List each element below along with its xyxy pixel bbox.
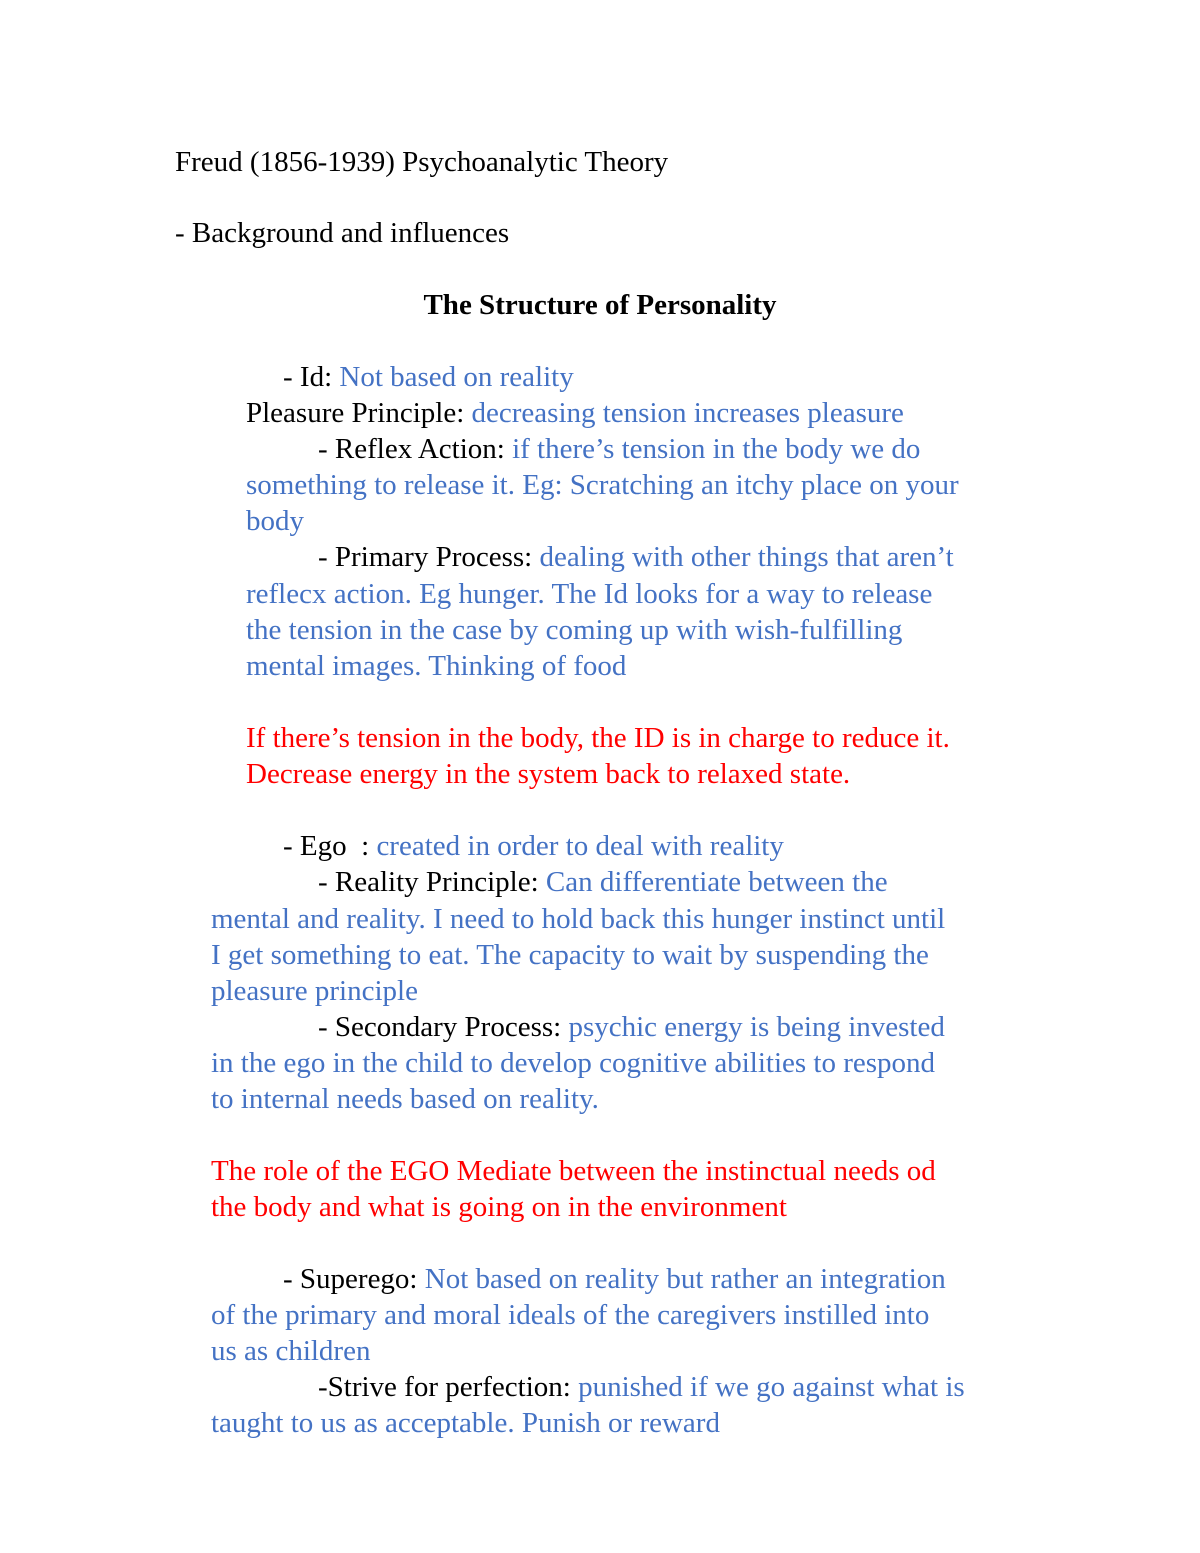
primary-process-line <box>318 539 954 575</box>
id-line <box>283 359 574 395</box>
reflex-action-text: if there’s tension in the body we do <box>504 433 921 465</box>
secondary-process-text-line: to internal needs based on reality. <box>211 1083 599 1115</box>
ego-label: - Ego : <box>283 830 370 862</box>
section-heading: The Structure of Personality <box>423 289 777 321</box>
strive-for-perfection-line <box>318 1369 965 1405</box>
primary-process-text-line: reflecx action. Eg hunger. The Id looks for a way to release <box>246 578 933 610</box>
secondary-process-text: psychic energy is being invested <box>561 1011 945 1043</box>
reflex-action-text-line: something to release it. Eg: Scratching an itchy place on your <box>246 469 959 501</box>
primary-process-label: - Primary Process: <box>318 541 533 573</box>
reality-principle-label: - Reality Principle: <box>318 866 539 898</box>
pleasure-principle-line <box>246 395 904 431</box>
superego-definition-line: of the primary and moral ideals of the caregivers instilled into <box>211 1299 930 1331</box>
primary-process-text-line: the tension in the case by coming up with wish-fulfilling <box>246 614 903 646</box>
reality-principle-text-line: mental and reality. I need to hold back this hunger instinct until <box>211 903 946 935</box>
secondary-process-text-line: in the ego in the child to develop cognitive abilities to respond <box>211 1047 936 1079</box>
reality-principle-line <box>318 864 888 900</box>
reality-principle-text-line: I get something to eat. The capacity to wait by suspending the <box>211 939 929 971</box>
secondary-process-label: - Secondary Process: <box>318 1011 562 1043</box>
reflex-action-label: - Reflex Action: <box>318 433 505 465</box>
reflex-action-text-line: body <box>246 505 304 537</box>
pleasure-principle-text: decreasing tension increases pleasure <box>464 397 904 429</box>
pleasure-principle-label: Pleasure Principle: <box>246 397 465 429</box>
strive-for-perfection-text-line: taught to us as acceptable. Punish or reward <box>211 1407 720 1439</box>
document-title: Freud (1856-1939) Psychoanalytic Theory <box>175 146 669 178</box>
reality-principle-text: Can differentiate between the <box>538 866 888 898</box>
strive-for-perfection-label: -Strive for perfection: <box>318 1371 571 1403</box>
background-line: - Background and influences <box>175 217 510 249</box>
id-note-line: Decrease energy in the system back to relaxed state. <box>246 758 851 790</box>
ego-note-line: the body and what is going on in the environment <box>211 1191 787 1223</box>
strive-for-perfection-text: punished if we go against what is <box>570 1371 965 1403</box>
ego-note-line: The role of the EGO Mediate between the instinctual needs od <box>211 1155 936 1187</box>
secondary-process-line <box>318 1009 945 1045</box>
superego-definition: Not based on reality but rather an integration <box>417 1263 946 1295</box>
ego-line <box>283 828 784 864</box>
reality-principle-text-line: pleasure principle <box>211 975 418 1007</box>
superego-label: - Superego: <box>283 1263 418 1295</box>
superego-line <box>283 1261 946 1297</box>
id-definition: Not based on reality <box>332 361 574 393</box>
superego-definition-line: us as children <box>211 1335 371 1367</box>
id-label: - Id: <box>283 361 333 393</box>
primary-process-text: dealing with other things that aren’t <box>532 541 954 573</box>
ego-definition: created in order to deal with reality <box>369 830 784 862</box>
reflex-action-line <box>318 431 920 467</box>
primary-process-text-line: mental images. Thinking of food <box>246 650 627 682</box>
id-note-line: If there’s tension in the body, the ID is in charge to reduce it. <box>246 722 950 754</box>
